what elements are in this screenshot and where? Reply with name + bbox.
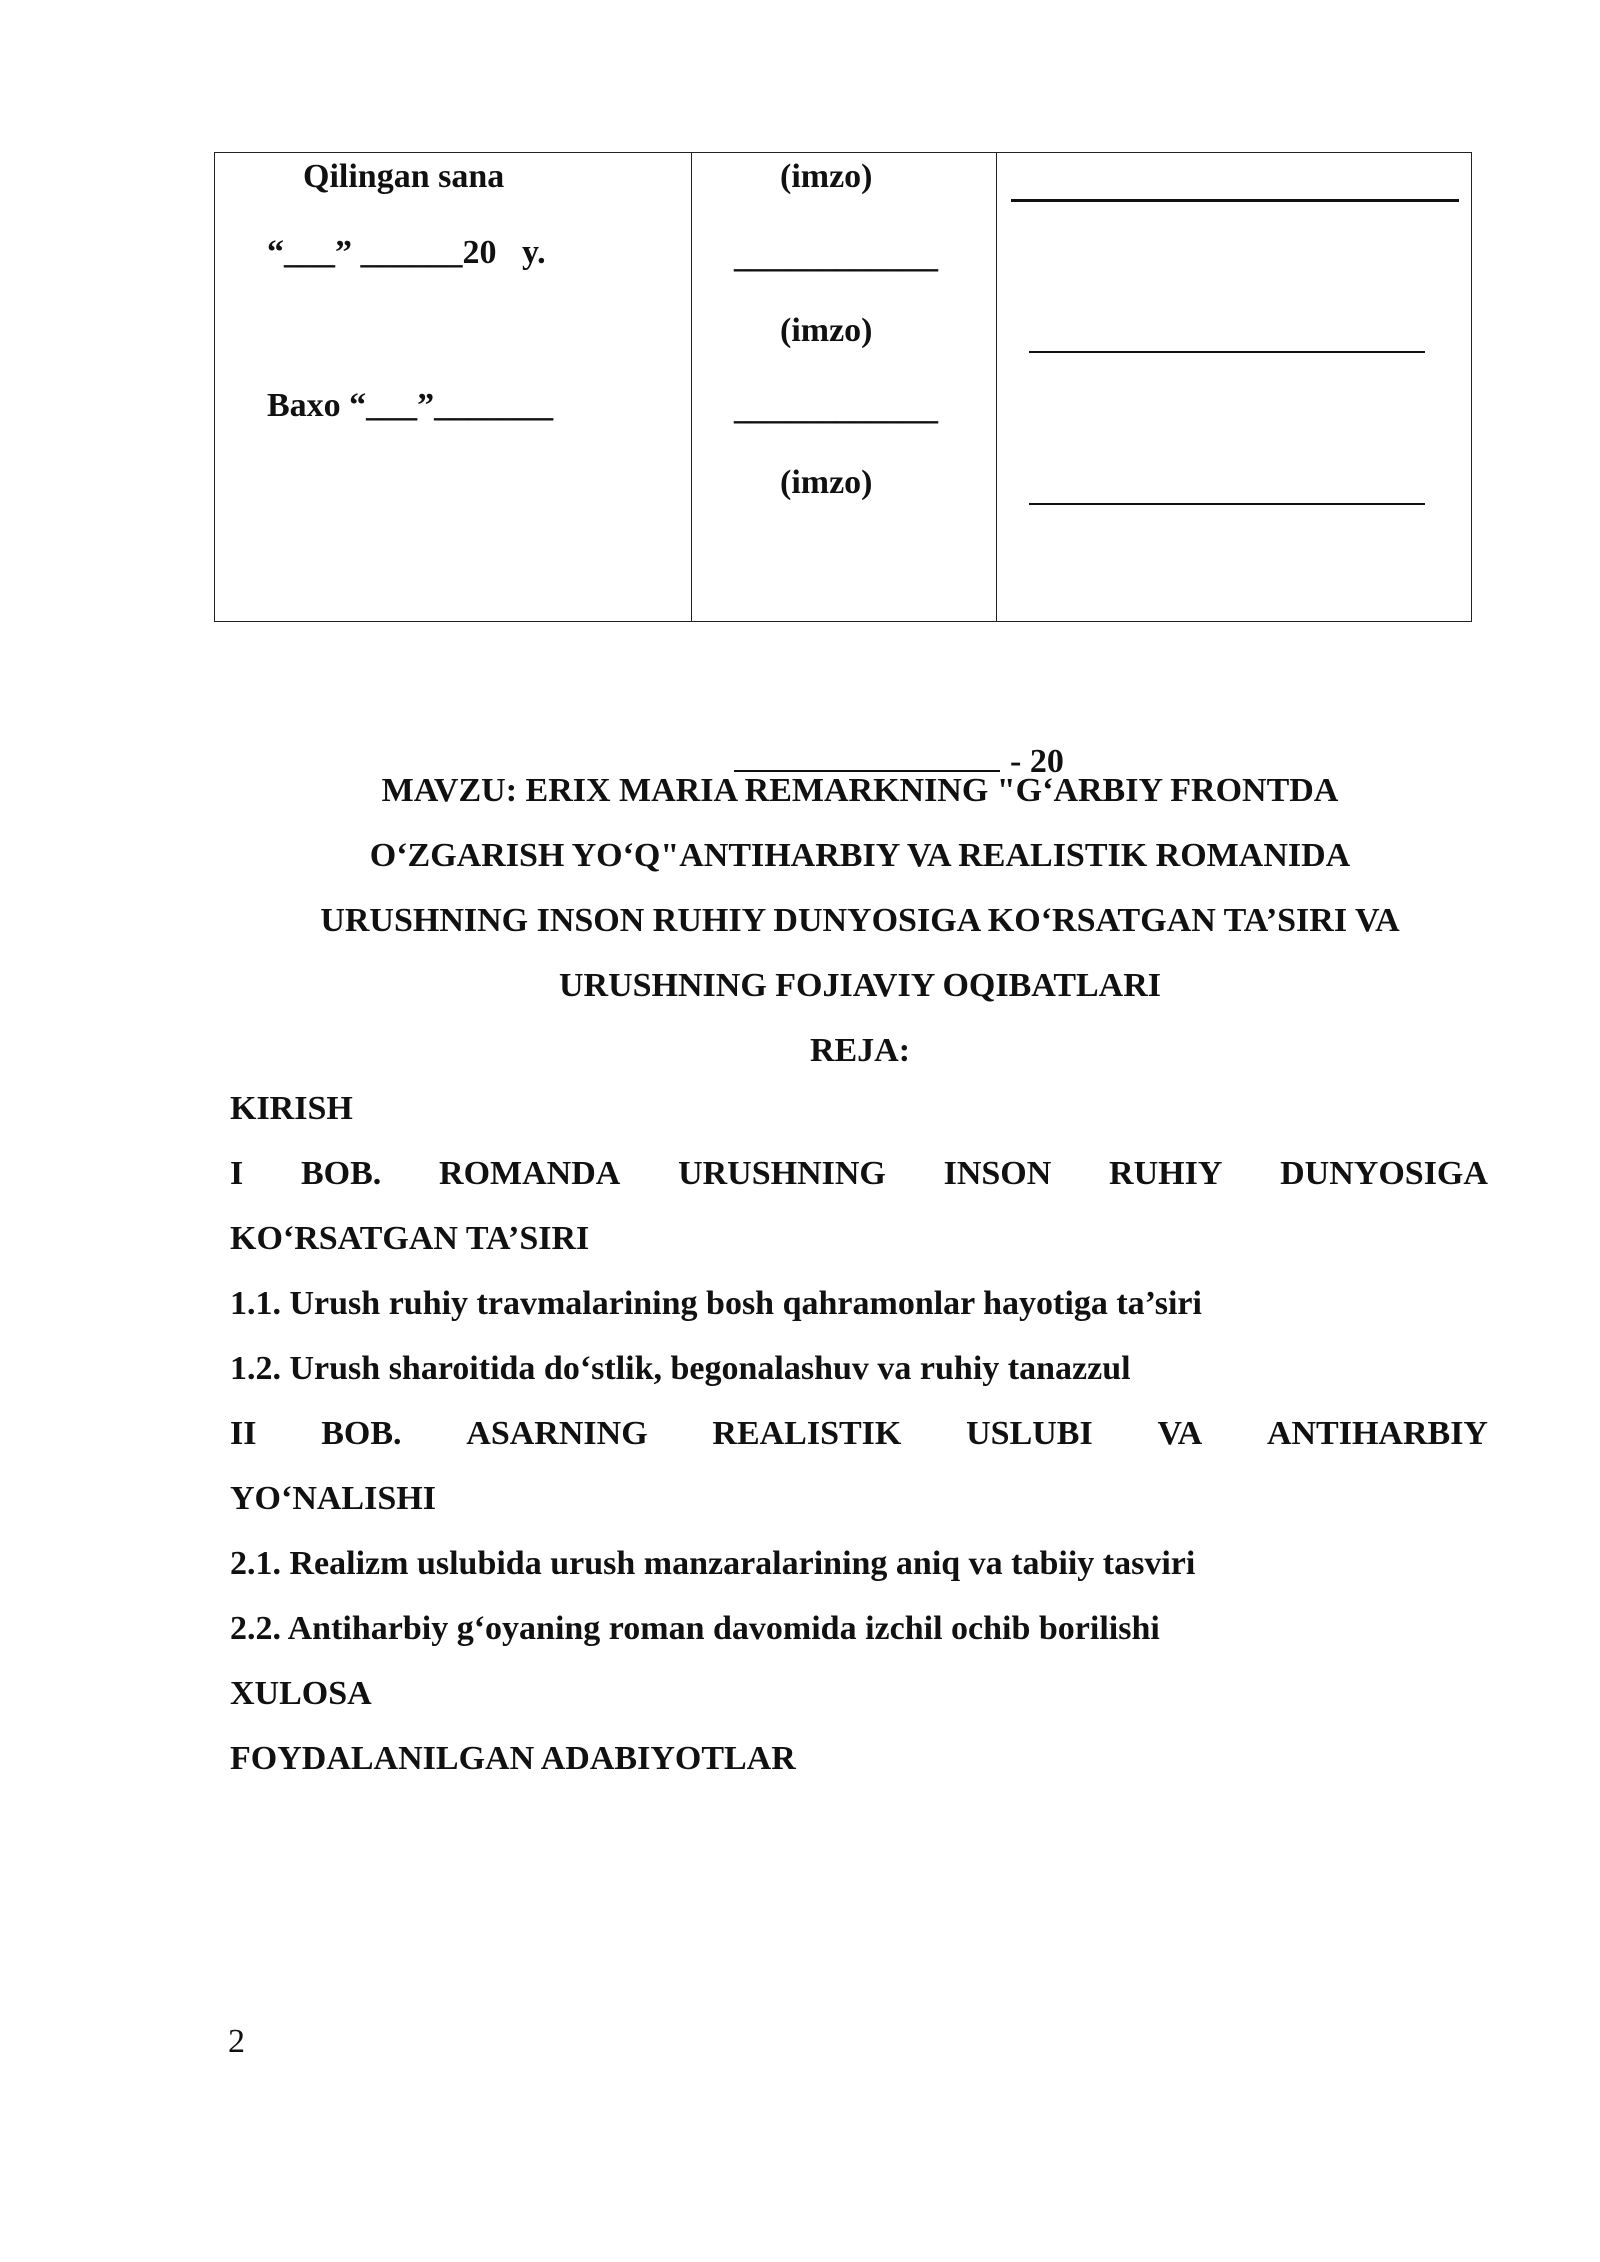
date-label: Qilingan sana: [303, 158, 505, 195]
plan-conclusion: XULOSA: [230, 1675, 372, 1712]
plan-section-1-2: 1.2. Urush sharoitida do‘stlik, begonalashuv va ruhiy tanazzul: [230, 1350, 1131, 1387]
plan-chapter-2-word: ANTIHARBIY: [1266, 1415, 1488, 1452]
plan-intro: KIRISH: [230, 1090, 353, 1127]
plan-chapter-1-word: I: [230, 1155, 244, 1192]
name-line-2: [1029, 351, 1425, 353]
topic-title-line-3: URUSHNING INSON RUHIY DUNYOSIGA KO‘RSATGAN TA’SIRI VA: [320, 902, 1400, 939]
plan-chapter-2: [230, 1401, 1488, 1466]
signature-caption-3: (imzo): [780, 464, 873, 501]
signature-table: [214, 152, 1472, 622]
signature-caption-1: (imzo): [780, 158, 873, 195]
plan-chapter-2-word: ASARNING: [466, 1415, 648, 1452]
plan-heading: REJA:: [809, 1032, 911, 1069]
plan-chapter-2-continuation: YO‘NALISHI: [230, 1480, 436, 1517]
signature-blank-1: ____________: [734, 238, 938, 275]
plan-chapter-1-continuation: KO‘RSATGAN TA’SIRI: [230, 1220, 590, 1257]
plan-section-2-1: 2.1. Realizm uslubida urush manzaralarining aniq va tabiiy tasviri: [230, 1545, 1196, 1582]
plan-chapter-1-word: INSON: [943, 1155, 1052, 1192]
plan-section-1-1: 1.1. Urush ruhiy travmalarining bosh qahramonlar hayotiga ta’siri: [230, 1285, 1202, 1322]
name-line-1: [1011, 199, 1459, 202]
signature-table-signature-column: [692, 153, 997, 621]
plan-chapter-1-word: DUNYOSIGA: [1280, 1155, 1488, 1192]
topic-title-line-2: O‘ZGARISH YO‘Q"ANTIHARBIY VA REALISTIK ROMANIDA: [369, 837, 1351, 874]
plan-chapter-1: [230, 1141, 1488, 1206]
topic-title-line-1: MAVZU: ERIX MARIA REMARKNING "G‘ARBIY FRONTDA: [381, 772, 1339, 809]
plan-chapter-1-word: RUHIY: [1109, 1155, 1223, 1192]
topic-title-line-4: URUSHNING FOJIAVIY OQIBATLARI: [558, 967, 1162, 1004]
plan-chapter-1-word: URUSHNING: [678, 1155, 886, 1192]
plan-chapter-2-word: BOB.: [321, 1415, 402, 1452]
signature-table-date-column: [215, 153, 692, 621]
signature-blank-2: ____________: [734, 390, 938, 427]
name-line-3: [1029, 503, 1425, 505]
plan-chapter-1-word: ROMANDA: [439, 1155, 621, 1192]
plan-list: [230, 1076, 1488, 1791]
signature-caption-2: (imzo): [780, 312, 873, 349]
plan-references: FOYDALANILGAN ADABIYOTLAR: [230, 1740, 796, 1777]
plan-chapter-2-word: REALISTIK: [712, 1415, 902, 1452]
plan-chapter-1-word: BOB.: [300, 1155, 382, 1192]
plan-chapter-2-word: VA: [1157, 1415, 1203, 1452]
signature-table-name-column: [997, 153, 1471, 621]
date-value: “___” ______20 y.: [267, 234, 546, 271]
group-year-suffix: - 20: [1010, 743, 1064, 780]
grade-label: Baxo “___”_______: [267, 387, 554, 424]
plan-chapter-2-word: II: [230, 1415, 257, 1452]
topic-title: [230, 758, 1490, 1083]
plan-section-2-2: 2.2. Antiharbiy g‘oyaning roman davomida izchil ochib borilishi: [230, 1610, 1160, 1647]
page-number: 2: [228, 2023, 245, 2060]
plan-chapter-2-word: USLUBI: [966, 1415, 1093, 1452]
